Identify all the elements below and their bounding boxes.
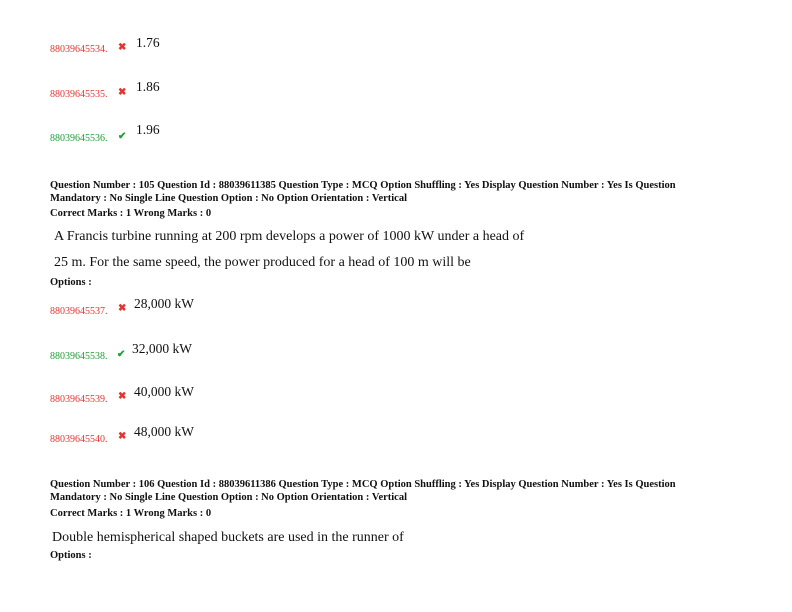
cross-icon: ✖ <box>118 431 127 442</box>
check-icon: ✔ <box>117 349 126 360</box>
options-label: Options : <box>50 550 92 561</box>
options-label: Options : <box>50 277 92 288</box>
option-id: 88039645536. <box>50 133 108 144</box>
cross-icon: ✖ <box>118 391 127 402</box>
option-id: 88039645537. <box>50 306 108 317</box>
option-value: 1.86 <box>136 79 160 94</box>
option-value: 32,000 kW <box>132 341 192 356</box>
option-id: 88039645534. <box>50 44 108 55</box>
option-value: 1.96 <box>136 122 160 137</box>
option-value: 28,000 kW <box>134 296 194 311</box>
option-value: 40,000 kW <box>134 384 194 399</box>
question-meta: Question Number : 106 Question Id : 88039611386 Question Type : MCQ Option Shuffling : Yes Display Question Number : Yes Is Question <box>50 479 676 490</box>
option-id: 88039645535. <box>50 89 108 100</box>
question-marks: Correct Marks : 1 Wrong Marks : 0 <box>50 208 212 219</box>
question-text: A Francis turbine running at 200 rpm develops a power of 1000 kW under a head of <box>54 229 525 244</box>
cross-icon: ✖ <box>118 87 127 98</box>
question-meta: Mandatory : No Single Line Question Option : No Option Orientation : Vertical <box>50 193 408 204</box>
check-icon: ✔ <box>118 131 127 142</box>
cross-icon: ✖ <box>118 303 127 314</box>
option-id: 88039645539. <box>50 394 108 405</box>
option-id: 88039645538. <box>50 351 108 362</box>
cross-icon: ✖ <box>118 42 127 53</box>
option-value: 48,000 kW <box>134 424 194 439</box>
question-marks: Correct Marks : 1 Wrong Marks : 0 <box>50 508 212 519</box>
question-text: 25 m. For the same speed, the power produced for a head of 100 m will be <box>54 255 471 270</box>
option-id: 88039645540. <box>50 434 108 445</box>
question-meta: Mandatory : No Single Line Question Option : No Option Orientation : Vertical <box>50 492 408 503</box>
question-meta: Question Number : 105 Question Id : 88039611385 Question Type : MCQ Option Shuffling : Yes Display Question Number : Yes Is Question <box>50 180 676 191</box>
question-text: Double hemispherical shaped buckets are used in the runner of <box>52 530 404 545</box>
option-value: 1.76 <box>136 35 160 50</box>
